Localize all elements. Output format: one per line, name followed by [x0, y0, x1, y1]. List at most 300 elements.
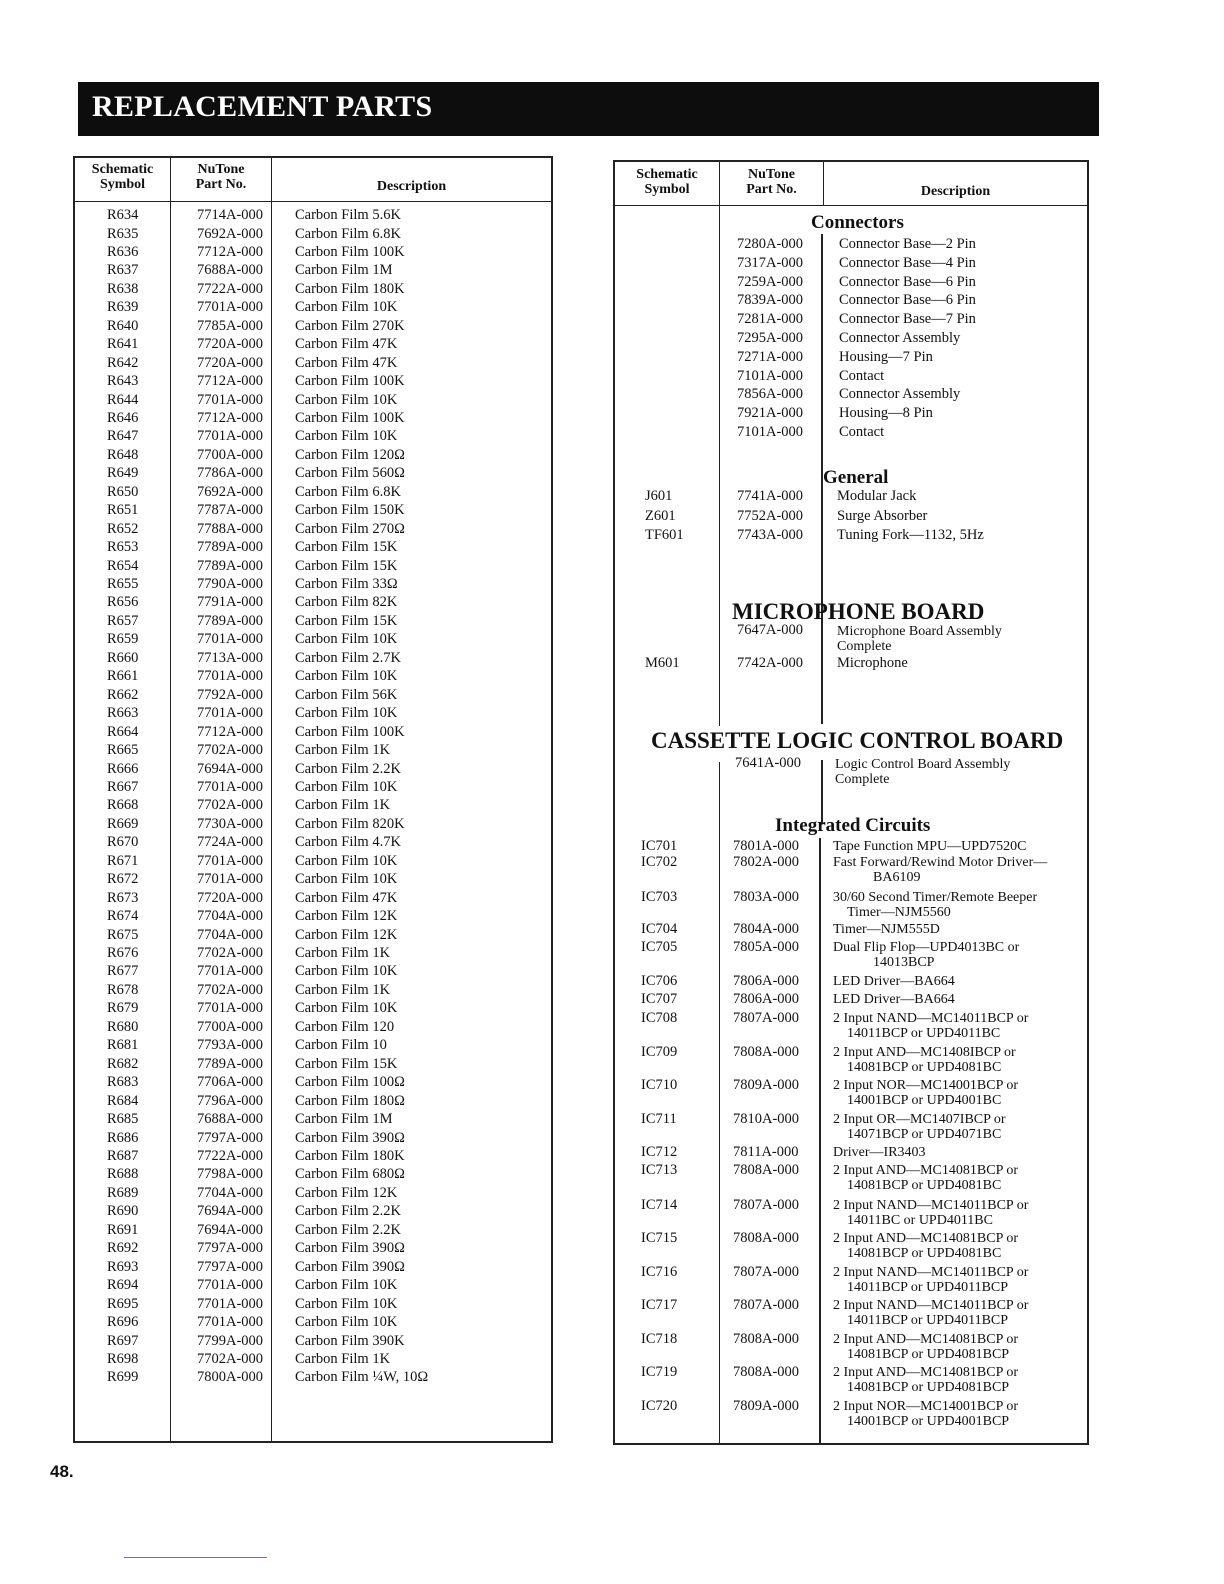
part-description: Carbon Film 100Ω	[295, 1074, 405, 1091]
part-description: Carbon Film 10K	[295, 963, 398, 980]
part-description: Carbon Film 10K	[295, 428, 398, 445]
table-row	[615, 423, 1087, 441]
part-description: Carbon Film 10K	[295, 705, 398, 722]
schematic-symbol: R665	[107, 742, 139, 758]
part-number: 7713A-000	[197, 649, 264, 666]
part-description	[833, 992, 955, 1007]
schematic-symbol: R684	[107, 1092, 139, 1109]
part-number: 7702A-000	[197, 1350, 264, 1367]
part-description: Contact	[839, 367, 885, 384]
part-description	[833, 890, 1037, 920]
part-number: 7806A-000	[733, 991, 800, 1007]
table-row	[615, 487, 1087, 505]
schematic-symbol: IC701	[641, 838, 678, 854]
table-row	[615, 1163, 1087, 1193]
part-number: 7712A-000	[197, 409, 264, 426]
part-description: Carbon Film 560Ω	[295, 465, 405, 482]
part-description	[833, 1231, 1018, 1261]
part-description: Connector Base—6 Pin	[839, 292, 976, 309]
part-description	[833, 1163, 1018, 1193]
part-description: Tuning Fork—1132, 5Hz	[837, 527, 984, 543]
part-number: 7281A-000	[737, 311, 804, 328]
part-number: 7796A-000	[197, 1092, 264, 1109]
part-description: Carbon Film 47K	[295, 336, 398, 353]
schematic-symbol: IC703	[641, 889, 678, 905]
bottom-rule	[124, 1557, 267, 1558]
table-row	[75, 1313, 551, 1331]
part-number: 7701A-000	[197, 631, 264, 648]
schematic-symbol: R657	[107, 612, 139, 629]
schematic-symbol: R668	[107, 797, 139, 814]
part-number: 7295A-000	[737, 330, 804, 346]
schematic-symbol: R673	[107, 889, 139, 906]
schematic-symbol: R678	[107, 981, 139, 998]
table-row	[615, 1332, 1087, 1362]
header-symbol: Schematic Symbol	[91, 162, 154, 192]
mic-assembly-part: 7647A-000	[737, 622, 804, 638]
part-description: Carbon Film 15K	[295, 612, 398, 629]
part-number: 7789A-000	[197, 612, 264, 629]
part-number: 7743A-000	[737, 527, 804, 543]
part-description: Carbon Film 390Ω	[295, 1258, 405, 1275]
part-number: 7701A-000	[197, 705, 264, 722]
part-description: Carbon Film 180K	[295, 280, 405, 297]
schematic-symbol: IC711	[641, 1111, 677, 1127]
part-number: 7797A-000	[197, 1129, 264, 1146]
part-number: 7789A-000	[197, 539, 264, 556]
part-number: 7808A-000	[733, 1230, 800, 1246]
part-number: 7803A-000	[733, 889, 800, 905]
part-description: Carbon Film 4.7K	[295, 834, 401, 851]
table-row	[615, 1298, 1087, 1328]
part-description: Carbon Film 120Ω	[295, 446, 405, 463]
part-number: 7797A-000	[197, 1240, 264, 1257]
part-number: 7807A-000	[733, 1197, 800, 1213]
table-row	[75, 1036, 551, 1054]
schematic-symbol: R655	[107, 576, 139, 592]
schematic-symbol: R635	[107, 225, 139, 242]
description-line-1: LED Driver—BA664	[833, 992, 955, 1007]
schematic-symbol: R693	[107, 1258, 139, 1275]
part-number: 7791A-000	[197, 594, 264, 611]
table-row	[75, 815, 551, 833]
part-description: Carbon Film 10K	[295, 631, 398, 648]
part-description: Carbon Film 1M	[295, 262, 393, 279]
table-row	[615, 273, 1087, 291]
part-description: Carbon Film 820K	[295, 815, 405, 832]
part-number: 7101A-000	[737, 367, 804, 384]
part-number: 7789A-000	[197, 1055, 264, 1072]
part-description: Carbon Film 390Ω	[295, 1129, 405, 1146]
part-number: 7720A-000	[197, 354, 264, 371]
table-row	[75, 483, 551, 501]
schematic-symbol: R664	[107, 723, 139, 740]
schematic-symbol: IC708	[641, 1010, 678, 1026]
schematic-symbol: R687	[107, 1147, 139, 1164]
part-description: Carbon Film 15K	[295, 557, 398, 574]
schematic-symbol: J601	[645, 488, 673, 504]
schematic-symbol: R690	[107, 1203, 139, 1220]
table-row	[615, 367, 1087, 385]
schematic-symbol: R698	[107, 1350, 139, 1367]
table-row	[75, 796, 551, 814]
part-description	[833, 1112, 1006, 1142]
header-description: Description	[376, 179, 447, 194]
description-line-2: 14081BCP or UPD4081BC	[847, 1246, 1002, 1261]
mic-description: Microphone	[837, 655, 908, 671]
part-number: 7722A-000	[197, 280, 264, 297]
table-row	[75, 667, 551, 685]
part-description: Contact	[839, 424, 885, 440]
part-number: 7701A-000	[197, 871, 264, 888]
part-description: Carbon Film 150K	[295, 502, 405, 519]
table-row	[75, 962, 551, 980]
part-description	[833, 1078, 1018, 1108]
table-row	[75, 335, 551, 353]
table-row	[75, 225, 551, 243]
part-number: 7702A-000	[197, 981, 264, 998]
part-description: Carbon Film 180K	[295, 1147, 405, 1164]
description-line-2: 14011BCP or UPD4011BCP	[847, 1313, 1009, 1328]
schematic-symbol: R694	[107, 1277, 139, 1294]
description-line-1: 2 Input AND—MC1408IBCP or	[833, 1045, 1016, 1060]
table-row	[615, 1231, 1087, 1261]
part-number: 7807A-000	[733, 1264, 800, 1280]
microphone-board-heading: MICROPHONE BOARD	[732, 599, 985, 624]
part-number: 7806A-000	[733, 973, 800, 989]
table-row	[75, 1110, 551, 1128]
part-description: Carbon Film ¼W, 10Ω	[295, 1369, 429, 1386]
schematic-symbol: R637	[107, 262, 139, 279]
part-description: Carbon Film 1K	[295, 797, 391, 814]
part-number: 7694A-000	[197, 1221, 264, 1238]
part-number: 7801A-000	[733, 838, 800, 854]
schematic-symbol: R666	[107, 760, 139, 777]
table-row	[75, 1184, 551, 1202]
part-description	[833, 1332, 1018, 1362]
schematic-symbol: R675	[107, 926, 139, 943]
part-number: 7701A-000	[197, 963, 264, 980]
part-number: 7808A-000	[733, 1364, 800, 1380]
schematic-symbol: R677	[107, 963, 139, 980]
schematic-symbol: R641	[107, 336, 139, 353]
part-description: Carbon Film 10K	[295, 1277, 398, 1294]
schematic-symbol: IC715	[641, 1230, 678, 1246]
description-line-1: Driver—IR3403	[833, 1145, 926, 1160]
table-row	[615, 235, 1087, 253]
schematic-symbol: R640	[107, 317, 139, 334]
schematic-symbol: IC716	[641, 1264, 678, 1280]
part-number: 7702A-000	[197, 742, 264, 758]
schematic-symbol: R681	[107, 1037, 139, 1054]
part-description: Carbon Film 120	[295, 1018, 395, 1035]
part-number: 7730A-000	[197, 815, 264, 832]
table-row	[615, 1011, 1087, 1041]
table-row	[75, 261, 551, 279]
description-line-1: 2 Input NOR—MC14001BCP or	[833, 1399, 1019, 1414]
table-row	[75, 409, 551, 427]
part-number: 7280A-000	[737, 236, 804, 252]
mic-symbol: M601	[645, 655, 680, 671]
description-line-2: 14001BCP or UPD4001BC	[847, 1093, 1002, 1108]
table-row	[75, 464, 551, 482]
table-row	[75, 1258, 551, 1276]
description-line-2: 14011BCP or UPD4011BCP	[847, 1280, 1009, 1295]
table-row	[615, 890, 1087, 920]
schematic-symbol: R667	[107, 778, 139, 795]
part-number: 7704A-000	[197, 926, 264, 943]
part-number: 7700A-000	[197, 1018, 264, 1035]
table-row	[75, 944, 551, 962]
part-number: 7701A-000	[197, 1277, 264, 1294]
part-description: Carbon Film 2.2K	[295, 1221, 401, 1238]
table-row	[75, 907, 551, 925]
header-description: Description	[920, 184, 991, 199]
part-number: 7694A-000	[197, 1203, 264, 1220]
part-number: 7694A-000	[197, 760, 264, 777]
part-description: Carbon Film 680Ω	[295, 1166, 405, 1183]
part-number: 7808A-000	[733, 1044, 800, 1060]
description-line-1: 2 Input NAND—MC14011BCP or	[833, 1298, 1029, 1313]
right-parts-table	[613, 160, 1089, 1445]
part-number: 7712A-000	[197, 373, 264, 389]
part-description: Carbon Film 12K	[295, 926, 398, 943]
mic-assembly-description: Microphone Board Assembly Complete	[837, 624, 1002, 654]
part-description: Connector Base—7 Pin	[839, 311, 976, 328]
part-description: Carbon Film 10K	[295, 668, 398, 685]
table-row	[75, 206, 551, 224]
schematic-symbol: IC712	[641, 1144, 678, 1160]
part-number: 7712A-000	[197, 243, 264, 260]
part-description: Carbon Film 15K	[295, 539, 398, 556]
part-description: Carbon Film 1K	[295, 981, 391, 998]
schematic-symbol: R697	[107, 1332, 139, 1349]
schematic-symbol: R659	[107, 631, 139, 648]
table-row	[75, 1202, 551, 1220]
schematic-symbol: R662	[107, 686, 139, 703]
part-number: 7811A-000	[733, 1144, 799, 1160]
part-description	[833, 1045, 1016, 1075]
part-description: Carbon Film 10K	[295, 1314, 398, 1330]
schematic-symbol: R688	[107, 1166, 139, 1183]
part-description: Carbon Film 47K	[295, 889, 398, 906]
description-line-1: 2 Input AND—MC14081BCP or	[833, 1332, 1019, 1347]
description-line-1: LED Driver—BA664	[833, 974, 955, 989]
table-row	[75, 1147, 551, 1165]
table-row	[615, 1198, 1087, 1228]
part-number: 7701A-000	[197, 1000, 264, 1017]
part-number: 7804A-000	[733, 921, 800, 937]
part-number: 7722A-000	[197, 1147, 264, 1164]
part-number: 7701A-000	[197, 391, 264, 408]
part-number: 7805A-000	[733, 939, 800, 955]
part-number: 7752A-000	[737, 507, 804, 524]
part-description: Carbon Film 100K	[295, 723, 405, 740]
part-number: 7692A-000	[197, 483, 264, 500]
part-number: 7692A-000	[197, 225, 264, 242]
description-line-1: 2 Input NAND—MC14011BCP or	[833, 1265, 1029, 1280]
left-parts-table	[73, 156, 553, 1443]
part-description: Carbon Film 10	[295, 1037, 387, 1054]
schematic-symbol: R650	[107, 483, 139, 500]
description-line-1: 2 Input AND—MC14081BCP or	[833, 1365, 1019, 1380]
description-line-1: Timer—NJM555D	[833, 922, 940, 937]
part-number: 7706A-000	[197, 1074, 264, 1091]
part-number: 7789A-000	[197, 557, 264, 574]
table-row	[615, 1399, 1087, 1429]
table-row	[615, 507, 1087, 525]
schematic-symbol: Z601	[645, 507, 676, 524]
table-row	[75, 1239, 551, 1257]
schematic-symbol: R647	[107, 428, 139, 445]
part-number: 7808A-000	[733, 1331, 800, 1347]
table-row	[615, 291, 1087, 309]
table-row	[75, 1276, 551, 1294]
schematic-symbol: R661	[107, 668, 139, 685]
schematic-symbol: R686	[107, 1129, 139, 1146]
part-number: 7701A-000	[197, 1314, 264, 1330]
part-description	[833, 1365, 1018, 1395]
part-description: Carbon Film 2.7K	[295, 649, 401, 666]
part-number: 7704A-000	[197, 1184, 264, 1201]
part-number: 7688A-000	[197, 1111, 264, 1127]
part-description	[833, 1198, 1028, 1228]
schematic-symbol: R654	[107, 557, 139, 574]
table-row	[75, 870, 551, 888]
schematic-symbol: IC702	[641, 854, 678, 870]
table-row	[75, 1092, 551, 1110]
part-description: Carbon Film 47K	[295, 354, 398, 371]
schematic-symbol: R646	[107, 409, 139, 426]
table-row	[615, 1365, 1087, 1395]
schematic-symbol: R695	[107, 1295, 139, 1312]
table-row	[75, 1332, 551, 1350]
part-description: Connector Assembly	[839, 386, 961, 403]
table-row	[75, 557, 551, 575]
schematic-symbol: R692	[107, 1240, 139, 1257]
part-number: 7785A-000	[197, 317, 264, 334]
table-row	[75, 391, 551, 409]
part-description: Carbon Film 10K	[295, 1295, 398, 1312]
part-description: Connector Base—2 Pin	[839, 236, 976, 252]
table-row	[75, 298, 551, 316]
schematic-symbol: R639	[107, 299, 139, 316]
part-description: Surge Absorber	[837, 507, 928, 524]
part-number: 7712A-000	[197, 723, 264, 740]
schematic-symbol: IC714	[641, 1197, 678, 1213]
schematic-symbol: R651	[107, 502, 139, 519]
table-row	[75, 427, 551, 445]
part-description: Carbon Film 270Ω	[295, 520, 405, 537]
table-row	[615, 254, 1087, 272]
table-row	[615, 348, 1087, 366]
part-description: Housing—7 Pin	[839, 348, 933, 365]
table-row	[75, 354, 551, 372]
description-line-1: 2 Input OR—MC1407IBCP or	[833, 1112, 1006, 1127]
cassette-assembly-description: Logic Control Board Assembly Complete	[835, 757, 1011, 787]
schematic-symbol: IC718	[641, 1331, 678, 1347]
table-row	[615, 1265, 1087, 1295]
part-description: Connector Assembly	[839, 330, 961, 346]
schematic-symbol: IC719	[641, 1364, 678, 1380]
table-row	[75, 1165, 551, 1183]
schematic-symbol: R680	[107, 1018, 139, 1035]
table-row	[75, 280, 551, 298]
part-number: 7317A-000	[737, 254, 804, 271]
part-description: Carbon Film 390Ω	[295, 1240, 405, 1257]
table-row	[615, 404, 1087, 422]
table-row	[75, 1295, 551, 1313]
part-description: Carbon Film 12K	[295, 1184, 398, 1201]
table-row	[75, 926, 551, 944]
part-number: 7701A-000	[197, 428, 264, 445]
schematic-symbol: R669	[107, 815, 139, 832]
table-row	[75, 760, 551, 778]
part-number: 7921A-000	[737, 405, 804, 422]
part-description: Carbon Film 10K	[295, 1000, 398, 1017]
part-number: 7700A-000	[197, 446, 264, 463]
part-description: Connector Base—6 Pin	[839, 273, 976, 290]
part-description: Carbon Film 15K	[295, 1055, 398, 1072]
schematic-symbol: R672	[107, 871, 139, 888]
schematic-symbol: IC717	[641, 1297, 678, 1313]
part-number: 7802A-000	[733, 854, 800, 870]
part-number: 7807A-000	[733, 1297, 800, 1313]
part-number: 7790A-000	[197, 576, 264, 592]
part-number: 7793A-000	[197, 1037, 264, 1054]
schematic-symbol: R636	[107, 243, 139, 260]
table-row	[75, 852, 551, 870]
table-row	[75, 704, 551, 722]
table-row	[75, 612, 551, 630]
schematic-symbol: IC709	[641, 1044, 678, 1060]
schematic-symbol: R648	[107, 446, 139, 463]
description-line-1: 2 Input NOR—MC14001BCP or	[833, 1078, 1019, 1093]
table-row	[615, 385, 1087, 403]
table-row	[75, 981, 551, 999]
schematic-symbol: IC707	[641, 991, 678, 1007]
part-number: 7839A-000	[737, 292, 804, 309]
table-row	[615, 526, 1087, 544]
table-row	[615, 940, 1087, 970]
part-description	[833, 1011, 1028, 1041]
part-description: Modular Jack	[837, 488, 917, 504]
part-description: Carbon Film 56K	[295, 686, 398, 703]
table-row	[75, 723, 551, 741]
part-number: 7856A-000	[737, 386, 804, 403]
description-line-2: 14071BCP or UPD4071BC	[847, 1127, 1002, 1142]
part-description: Carbon Film 5.6K	[295, 207, 401, 223]
part-number: 7809A-000	[733, 1077, 800, 1093]
schematic-symbol: IC705	[641, 939, 678, 955]
part-number: 7714A-000	[197, 207, 264, 223]
schematic-symbol: IC704	[641, 921, 678, 937]
header-symbol: Schematic Symbol	[636, 167, 698, 197]
schematic-symbol: R660	[107, 649, 139, 666]
part-number: 7809A-000	[733, 1398, 800, 1414]
part-description: Connector Base—4 Pin	[839, 254, 976, 271]
part-number: 7101A-000	[737, 424, 804, 440]
part-description: Carbon Film 6.8K	[295, 225, 401, 242]
schematic-symbol: R676	[107, 945, 139, 961]
general-heading: General	[823, 467, 889, 488]
schematic-symbol: R649	[107, 465, 139, 482]
description-line-2: 14001BCP or UPD4001BCP	[847, 1414, 1010, 1429]
part-description: Carbon Film 100K	[295, 243, 405, 260]
part-description	[833, 940, 1019, 970]
part-description: Carbon Film 10K	[295, 871, 398, 888]
header-part-no: NuTone Part No.	[195, 162, 247, 192]
